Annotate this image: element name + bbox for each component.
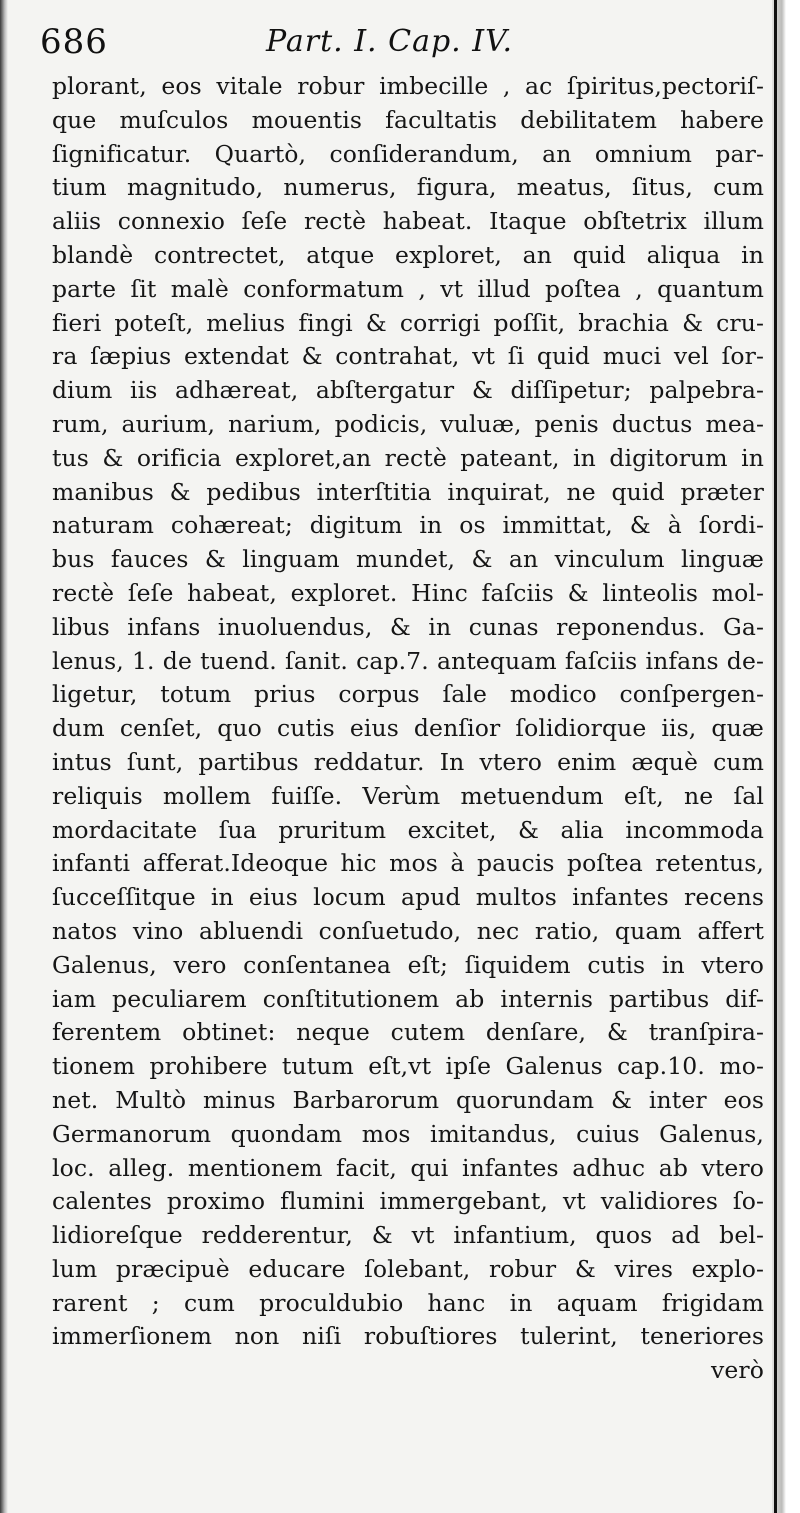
text-line: Galenus, vero conſentanea eſt; ſiquidem cutis in vtero [52,950,764,979]
text-line: ferentem obtinet: neque cutem denſare, & tranſpira- [52,1018,764,1047]
text-line: lenus, 1. de tuend. ſanit. cap.7. antequam faſciis infans de- [52,646,764,675]
text-line: tium magnitudo, numerus, figura, meatus, ſitus, cum [52,173,764,202]
text-line: intus ſunt, partibus reddatur. In vtero enim æquè cum [52,747,764,776]
text-line: ſignificatur. Quartò, conſiderandum, an omnium par- [52,139,764,168]
text-line: tus & orificia exploret,an rectè pateant, in digitorum in [52,443,764,472]
text-line: lum præcipuè educare ſolebant, robur & vires explo- [52,1254,764,1283]
page-number: 686 [40,22,108,62]
text-line: infanti afferat.Ideoque hic mos à paucis poſtea retentus, [52,849,764,878]
page-edge-line [774,0,777,1513]
text-line: libus infans inuoluendus, & in cunas reponendus. Ga- [52,612,764,641]
text-line: verò [711,1356,764,1385]
text-line: tionem prohibere tutum eſt,vt ipſe Galenus cap.10. mo- [52,1052,764,1081]
page-header [40,22,760,68]
text-line: plorant, eos vitale robur imbecille , ac ſpiritus,pectoriſ- [52,72,764,100]
text-line: ligetur, totum prius corpus ſale modico conſpergen- [52,680,764,709]
text-line: manibus & pedibus interſtitia inquirat, ne quid præter [52,477,764,506]
text-line: net. Multò minus Barbarorum quorundam & inter eos [52,1085,764,1114]
text-line: blandè contrectet, atque exploret, an quid aliqua in [52,240,764,269]
text-line: rum, aurium, narium, podicis, vuluæ, penis ductus mea- [52,409,764,438]
text-line: que muſculos mouentis facultatis debilitatem habere [52,105,764,134]
body-text [52,70,764,1388]
text-line: aliis connexio ſeſe rectè habeat. Itaque obſtetrix illum [52,207,764,236]
text-line: lidioreſque redderentur, & vt infantium, quos ad bel- [52,1221,764,1250]
text-line: calentes proximo flumini immergebant, vt validiores ſo- [52,1187,764,1216]
text-line: loc. alleg. mentionem facit, qui infantes adhuc ab vtero [52,1153,764,1182]
text-line: fieri poteſt, melius fingi & corrigi poſſit, brachia & cru- [52,308,764,337]
text-line: rectè ſeſe habeat, exploret. Hinc faſciis & linteolis mol- [52,578,764,607]
text-line: immerſionem non niſi robuſtiores tulerint, teneriores [52,1322,764,1351]
text-line: bus fauces & linguam mundet, & an vinculum linguæ [52,545,764,574]
text-line: iam peculiarem conſtitutionem ab internis partibus dif- [52,984,764,1013]
text-line: ſucceſſitque in eius locum apud multos infantes recens [52,883,764,912]
text-line: dium iis adhæreat, abſtergatur & diſſipetur; palpebra- [52,376,764,405]
binding-shadow [0,0,8,1513]
text-line: natos vino abluendi conſuetudo, nec ratio, quam affert [52,916,764,945]
text-line: naturam cohæreat; digitum in os immittat, & à ſordi- [52,511,764,540]
text-line: parte ſit malè conformatum , vt illud poſtea , quantum [52,274,764,303]
text-line: mordacitate ſua pruritum excitet, & alia incommoda [52,815,764,844]
text-line: ra ſæpius extendat & contrahat, vt ſi quid muci vel ſor- [52,342,764,371]
text-line: dum cenſet, quo cutis eius denſior ſolidiorque iis, quæ [52,714,764,743]
text-line: Germanorum quondam mos imitandus, cuius Galenus, [52,1119,764,1148]
text-line: reliquis mollem fuiſſe. Verùm metuendum eſt, ne ſal [52,781,764,810]
running-head: Part. I. Cap. IV. [266,24,514,59]
text-line: rarent ; cum proculdubio hanc in aquam frigidam [52,1288,764,1317]
